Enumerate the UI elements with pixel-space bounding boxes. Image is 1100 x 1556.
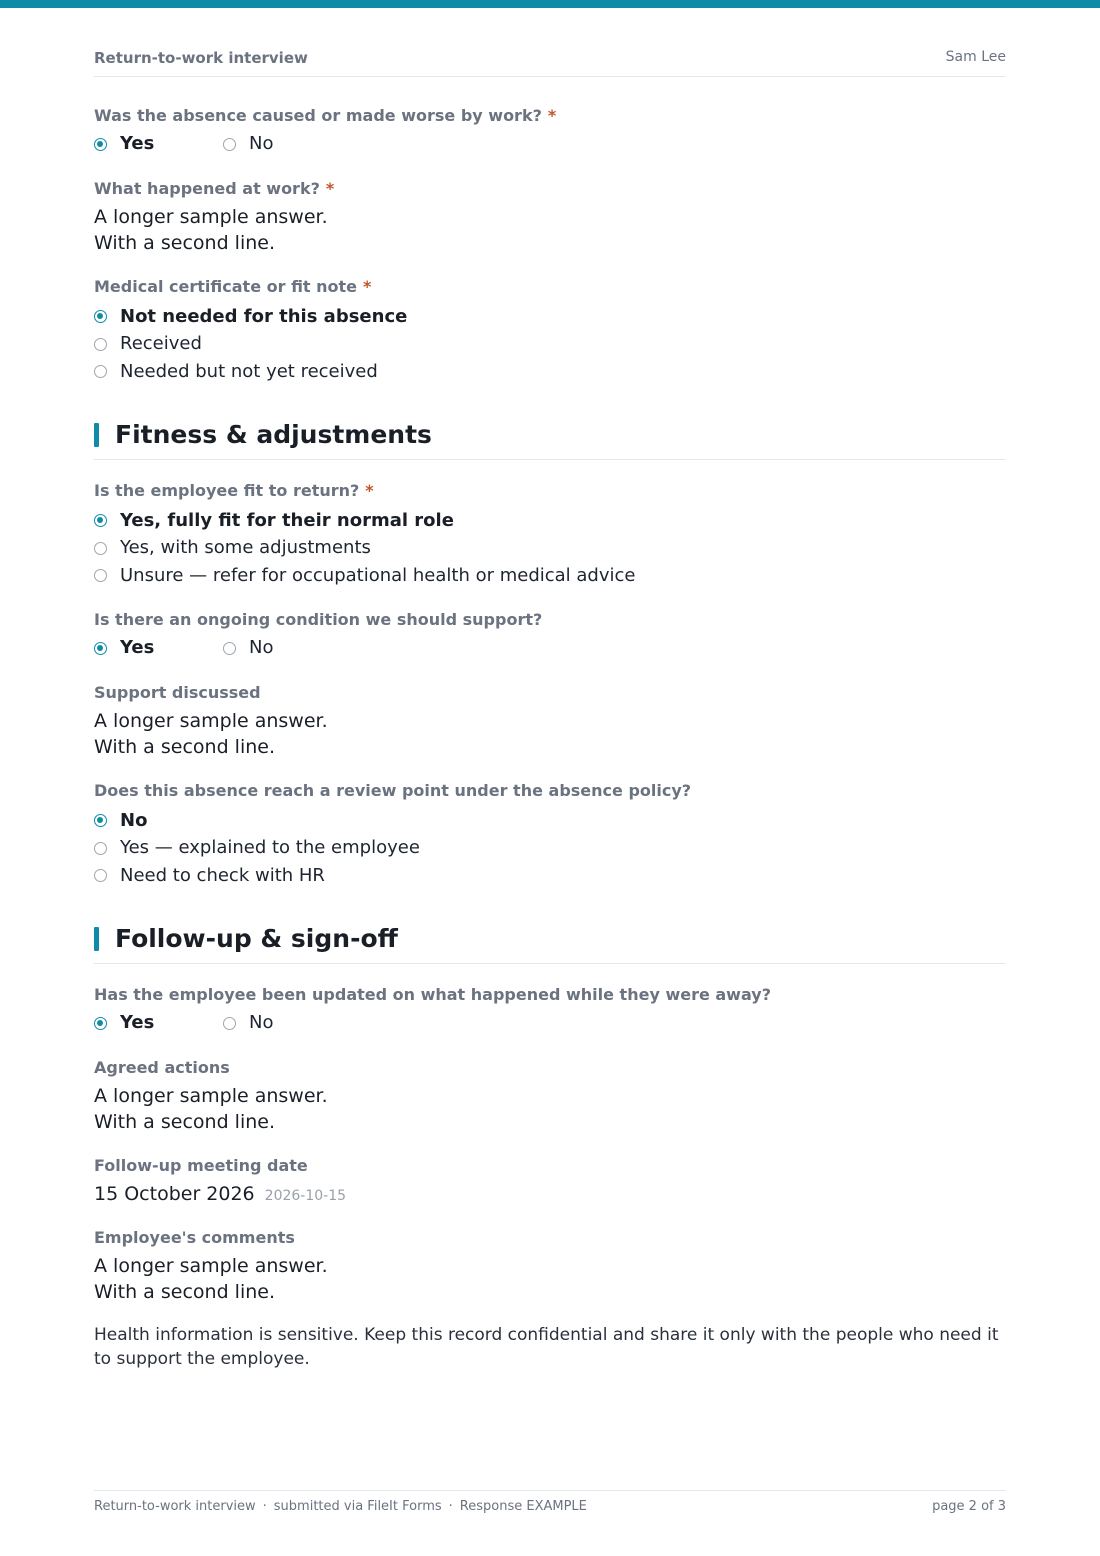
question-fit-to-return [94, 481, 1006, 590]
required-marker: * [363, 277, 372, 296]
question-employee-comments [94, 1228, 1006, 1305]
radio-checked-icon[interactable] [94, 814, 107, 827]
radio-unchecked-icon[interactable] [94, 842, 107, 855]
radio-option-not-yet-received[interactable]: Needed but not yet received [94, 358, 1006, 386]
radio-group [94, 636, 1006, 660]
confidentiality-notice: Health information is sensitive. Keep this record confidential and share it only with the people who need it to support the employee. [94, 1325, 999, 1369]
question-what-happened [94, 179, 1006, 256]
page-number: page 2 of 3 [932, 1499, 1006, 1514]
radio-option-yes[interactable]: Yes [94, 636, 223, 660]
section-accent-bar [94, 927, 99, 951]
radio-unchecked-icon[interactable] [94, 542, 107, 555]
answer-text: A longer sample answer. With a second line. [94, 1255, 328, 1303]
question-ongoing-condition [94, 610, 1006, 660]
radio-checked-icon[interactable] [94, 138, 107, 151]
page-header [94, 48, 1006, 77]
radio-option-check-hr[interactable]: Need to check with HR [94, 862, 1006, 890]
question-label: Agreed actions [94, 1058, 230, 1077]
radio-option-no[interactable]: No [223, 132, 352, 156]
question-follow-up-date [94, 1156, 1006, 1207]
radio-unchecked-icon[interactable] [94, 869, 107, 882]
radio-option-no[interactable]: No [223, 1011, 352, 1035]
question-label: Support discussed [94, 683, 261, 702]
question-label: Is the employee fit to return? [94, 481, 360, 500]
question-label: Medical certificate or fit note [94, 277, 358, 296]
question-label: Has the employee been updated on what happened while they were away? [94, 985, 771, 1004]
answer-text: A longer sample answer. With a second line. [94, 710, 328, 758]
question-support-discussed [94, 683, 1006, 760]
answer-text: A longer sample answer. With a second line. [94, 206, 328, 254]
radio-checked-icon[interactable] [94, 310, 107, 323]
radio-checked-icon[interactable] [94, 514, 107, 527]
question-employee-updated [94, 985, 1006, 1035]
section-heading-followup [94, 924, 1006, 964]
radio-unchecked-icon[interactable] [223, 642, 236, 655]
footer-response-id: Response EXAMPLE [459, 1499, 587, 1514]
radio-group [94, 303, 1006, 386]
required-marker: * [547, 106, 557, 125]
question-label: Does this absence reach a review point under the absence policy? [94, 781, 692, 800]
required-marker: * [365, 481, 374, 500]
radio-option-not-needed[interactable]: Not needed for this absence [94, 303, 1006, 331]
radio-unchecked-icon[interactable] [94, 569, 107, 582]
radio-unchecked-icon[interactable] [223, 1017, 236, 1030]
top-accent-bar [0, 0, 1100, 8]
footer-form-name: Return-to-work interview [94, 1499, 256, 1514]
question-label: Is there an ongoing condition we should support? [94, 610, 543, 629]
section-title: Follow-up & sign-off [115, 924, 398, 953]
question-label: What happened at work? [94, 179, 320, 198]
radio-unchecked-icon[interactable] [94, 365, 107, 378]
answer-text: A longer sample answer. With a second line. [94, 1085, 328, 1133]
question-label: Follow-up meeting date [94, 1156, 308, 1175]
radio-checked-icon[interactable] [94, 1017, 107, 1030]
radio-option-yes[interactable]: Yes [94, 1011, 223, 1035]
radio-option-received[interactable]: Received [94, 331, 1006, 359]
radio-group [94, 132, 1006, 156]
radio-checked-icon[interactable] [94, 642, 107, 655]
section-accent-bar [94, 423, 99, 447]
date-iso-value: 2026-10-15 [264, 1188, 347, 1204]
radio-option-with-adjustments[interactable]: Yes, with some adjustments [94, 535, 1006, 563]
footer-separator: · [262, 1499, 267, 1514]
radio-group [94, 1011, 1006, 1035]
radio-option-yes-explained[interactable]: Yes — explained to the employee [94, 835, 1006, 863]
date-value: 15 October 2026 [94, 1183, 255, 1205]
radio-unchecked-icon[interactable] [94, 338, 107, 351]
section-title: Fitness & adjustments [115, 420, 432, 449]
radio-unchecked-icon[interactable] [223, 138, 236, 151]
page-footer [94, 1490, 1006, 1521]
form-title: Return-to-work interview [94, 49, 308, 67]
question-review-point [94, 781, 1006, 890]
question-work-related [94, 106, 1006, 156]
footer-submitted: submitted via FileIt Forms [273, 1499, 442, 1514]
radio-group [94, 507, 1006, 590]
footer-separator: · [448, 1499, 453, 1514]
radio-group [94, 807, 1006, 890]
question-label: Was the absence caused or made worse by work? [94, 106, 542, 125]
radio-option-unsure[interactable]: Unsure — refer for occupational health or medical advice [94, 562, 1006, 590]
section-heading-fitness [94, 420, 1006, 460]
question-medical-certificate [94, 277, 1006, 386]
required-marker: * [325, 179, 335, 198]
radio-option-no[interactable]: No [223, 636, 352, 660]
question-agreed-actions [94, 1058, 1006, 1135]
radio-option-no[interactable]: No [94, 807, 1006, 835]
radio-option-fully-fit[interactable]: Yes, fully fit for their normal role [94, 507, 1006, 535]
respondent-name: Sam Lee [945, 49, 1006, 65]
radio-option-yes[interactable]: Yes [94, 132, 223, 156]
question-label: Employee's comments [94, 1228, 295, 1247]
